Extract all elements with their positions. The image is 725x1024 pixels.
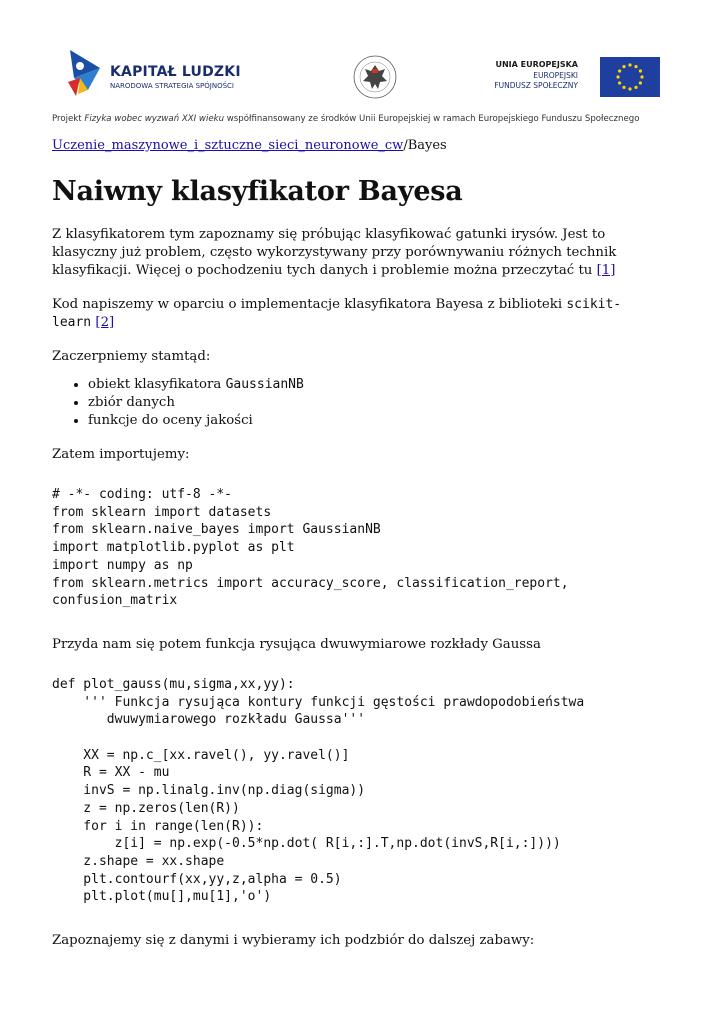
implementation-paragraph (52, 296, 652, 332)
scikit-learn-code: scikit-learn (52, 297, 622, 330)
kapital-ludzki-flag-icon (66, 48, 102, 100)
implementation-text: Kod napiszemy w oparciu o implementacje klasyfikatora Bayesa z biblioteki (52, 297, 567, 312)
project-prefix: Projekt (52, 114, 85, 124)
kapital-ludzki-logo (66, 48, 266, 98)
eu-title: UNIA EUROPEJSKA (495, 60, 578, 69)
project-funding-line (52, 114, 672, 124)
gauss-intro: Przyda nam się potem funkcja rysująca dwuwymiarowe rozkłady Gaussa (52, 636, 541, 652)
header-logos (52, 44, 662, 104)
list-item: • zbiór danych (88, 394, 652, 412)
eu-logo (432, 57, 662, 97)
intro-text: Z klasyfikatorem tym zapoznamy się próbując klasyfikować gatunki irysów. Jest to klasyczny już problem, często wykorzystywany przy porównywaniu różnych technik klasyfikacji. Więcej o pochodzeniu tych danych i problemie można przeczytać tu (52, 227, 617, 278)
page-title: Naiwny klasyfikator Bayesa (52, 176, 463, 207)
import-intro: Zatem importujemy: (52, 447, 190, 462)
list-item-text: obiekt klasyfikatora (88, 377, 226, 392)
list-item (88, 376, 652, 394)
kapital-ludzki-subtitle: NARODOWA STRATEGIA SPÓJNOŚCI (110, 82, 234, 90)
plot-gauss-code-block: def plot_gauss(mu,sigma,xx,yy): ''' Funkcja rysująca kontury funkcji gęstości prawdopodobieństwa dwuwymiarowego rozkładu Gaussa''' XX = np.c_[xx.ravel(), yy.ravel()] R = XX - mu invS = np.linalg.inv(np.diag(sigma)) z = np.zeros(len(R)) for i in range(len(R)): z[i] = np.exp(-0.5*np.dot( R[i,:].T,np.dot(invS,R[i,:]))) z.shape = xx.shape plt.contourf(xx,yy,z,alpha = 0.5) plt.plot(mu[],mu[1],'o') (52, 676, 585, 905)
kapital-ludzki-title: KAPITAŁ LUDZKI (110, 64, 241, 80)
data-intro: Zapoznajemy się z danymi i wybieramy ich podzbiór do dalszej zabawy: (52, 933, 535, 949)
article (52, 136, 652, 966)
project-suffix: współfinansowany ze środków Unii Europejskiej w ramach Europejskiego Funduszu Społecznego (224, 114, 640, 124)
breadcrumb (52, 136, 652, 156)
project-title: Fizyka wobec wyzwań XXI wieku (84, 114, 225, 124)
intro-paragraph (52, 226, 652, 280)
eu-subtitle-1: EUROPEJSKI (533, 71, 578, 80)
gaussiannb-code: GaussianNB (225, 377, 304, 392)
reference-link-1[interactable]: [1] (596, 263, 616, 278)
university-seal-icon (352, 54, 398, 100)
eu-flag-icon (600, 57, 660, 97)
import-list (52, 376, 652, 430)
list-item: • funkcje do oceny jakości (88, 412, 652, 430)
breadcrumb-current: /Bayes (403, 138, 447, 153)
take-from-paragraph: Zaczerpniemy stamtąd: (52, 349, 211, 364)
import-code-block: # -*- coding: utf-8 -*- from sklearn import datasets from sklearn.naive_bayes import GaussianNB import matplotlib.pyplot as plt import numpy as np from sklearn.metrics import accuracy_score, classification_report, confusion_matrix (52, 487, 569, 609)
reference-link-2[interactable]: [2] (95, 315, 115, 330)
eu-subtitle-2: FUNDUSZ SPOŁECZNY (494, 81, 578, 90)
breadcrumb-parent-link[interactable]: Uczenie_maszynowe_i_sztuczne_sieci_neuronowe_cw (52, 138, 404, 153)
